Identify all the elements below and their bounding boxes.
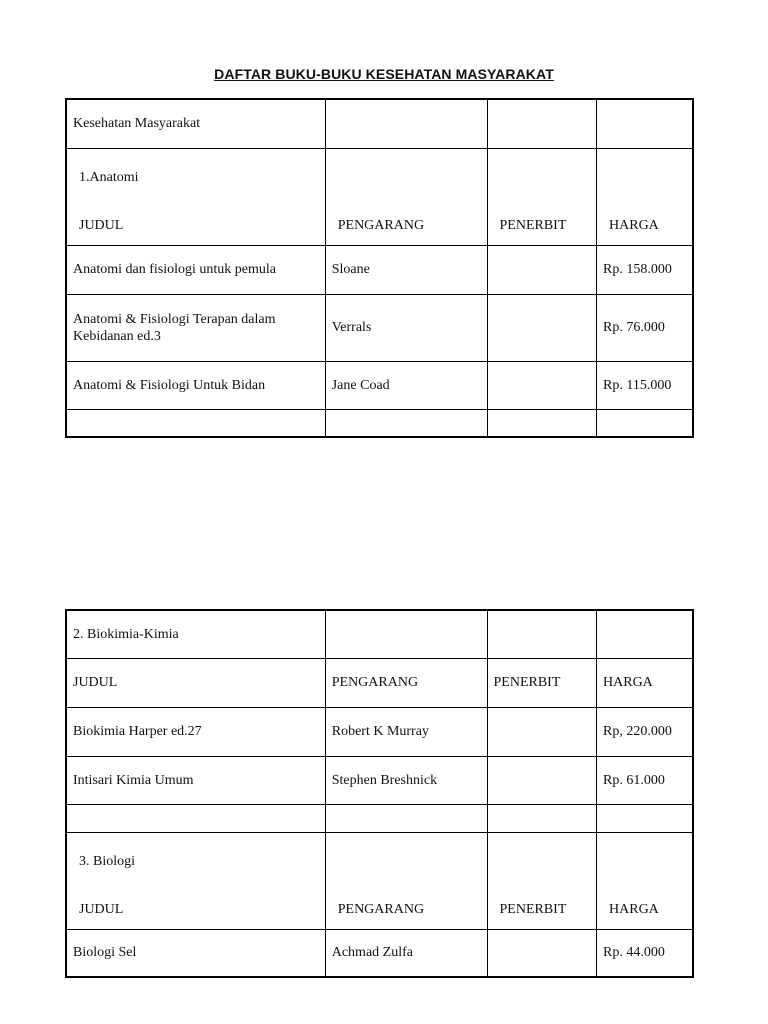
cell-penerbit (487, 707, 597, 756)
cell-penerbit (487, 756, 597, 804)
column-header: PENERBIT (499, 901, 567, 917)
table-row (66, 245, 693, 294)
table-caption: Kesehatan Masyarakat (66, 99, 325, 148)
cell-judul: Intisari Kimia Umum (66, 756, 325, 804)
table-row (66, 99, 693, 148)
table-row (66, 610, 693, 658)
column-header: PENGARANG (325, 658, 487, 707)
table-biokimia-biologi (65, 609, 694, 978)
section-title: 2. Biokimia-Kimia (66, 610, 325, 658)
column-header: PENGARANG (337, 217, 425, 233)
cell-pengarang: Achmad Zulfa (325, 929, 487, 977)
column-header: HARGA (609, 217, 659, 233)
column-header: JUDUL (79, 217, 124, 233)
table-row (66, 756, 693, 804)
section-title: 3. Biologi (79, 853, 136, 869)
cell-harga: Rp. 44.000 (597, 929, 693, 977)
table-row (66, 294, 693, 361)
cell-penerbit (487, 361, 597, 409)
cell-pengarang: Verrals (325, 294, 487, 361)
cell-harga: Rp. 61.000 (597, 756, 693, 804)
cell-judul: Biokimia Harper ed.27 (66, 707, 325, 756)
column-header: JUDUL (79, 901, 124, 917)
column-header: PENERBIT (499, 217, 567, 233)
cell-judul: Biologi Sel (66, 929, 325, 977)
cell-pengarang: Jane Coad (325, 361, 487, 409)
table-row (66, 929, 693, 977)
cell-harga: Rp. 76.000 (597, 294, 693, 361)
table-row (66, 707, 693, 756)
cell-judul: Anatomi & Fisiologi Terapan dalam Kebidanan ed.3 (66, 294, 325, 361)
section-header-cell (66, 832, 325, 929)
cell-harga: Rp. 158.000 (597, 245, 693, 294)
cell-penerbit (487, 294, 597, 361)
column-header: JUDUL (66, 658, 325, 707)
table-row (66, 832, 693, 929)
cell-penerbit (487, 929, 597, 977)
cell-judul: Anatomi & Fisiologi Untuk Bidan (66, 361, 325, 409)
section-title: 1.Anatomi (79, 169, 139, 185)
column-header: HARGA (597, 658, 693, 707)
page-title: DAFTAR BUKU-BUKU KESEHATAN MASYARAKAT (214, 66, 554, 82)
column-header: PENERBIT (487, 658, 597, 707)
cell-harga: Rp, 220.000 (597, 707, 693, 756)
cell-penerbit (487, 245, 597, 294)
cell-harga: Rp. 115.000 (597, 361, 693, 409)
table-row-empty (66, 409, 693, 437)
column-header: HARGA (609, 901, 659, 917)
cell-pengarang: Robert K Murray (325, 707, 487, 756)
table-row (66, 361, 693, 409)
table-row (66, 658, 693, 707)
section-header-cell (66, 148, 325, 245)
cell-pengarang: Stephen Breshnick (325, 756, 487, 804)
cell-judul: Anatomi dan fisiologi untuk pemula (66, 245, 325, 294)
column-header: PENGARANG (337, 901, 425, 917)
table-row-empty (66, 804, 693, 832)
cell-pengarang: Sloane (325, 245, 487, 294)
table-row (66, 148, 693, 245)
table-anatomi (65, 98, 694, 438)
